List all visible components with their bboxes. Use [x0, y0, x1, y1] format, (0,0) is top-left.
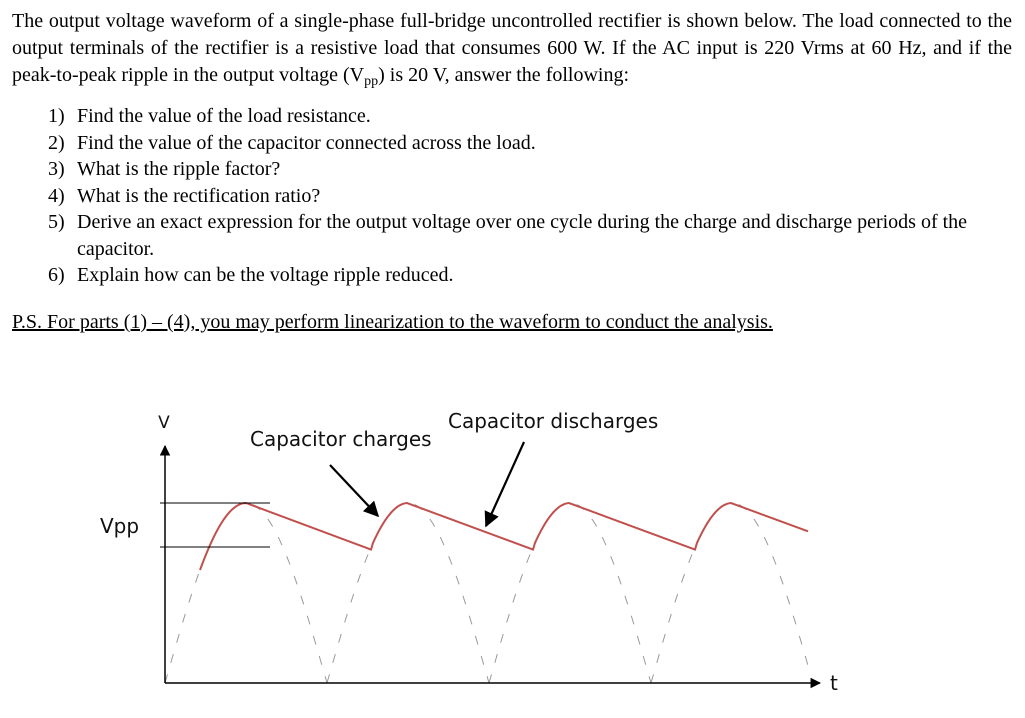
ps-note: P.S. For parts (1) – (4), you may perform linearization to the waveform to conduct the analysis.: [12, 311, 773, 333]
question-text: Find the value of the load resistance.: [77, 105, 371, 127]
question-number: 4): [48, 184, 65, 207]
discharge-arrow: [486, 442, 524, 526]
output-ripple-waveform: [200, 503, 808, 570]
problem-statement-text-end: ) is 20 V, answer the following:: [378, 64, 630, 86]
question-number: 3): [48, 158, 65, 180]
question-text: What is the rectification ratio?: [77, 184, 321, 207]
problem-statement-text: The output voltage waveform of a single-phase full-bridge uncontrolled rectifier is shown below. The load connected to the output terminals of the rectifier is a resistive load that consumes 600 W. If the AC input is 220 Vrms at 60 Hz, and if the peak-to-peak ripple in the output voltage (V: [12, 10, 1012, 86]
vpp-label: Vpp: [100, 514, 140, 538]
question-number: 2): [48, 131, 65, 154]
charge-arrow: [330, 465, 378, 516]
question-text: Find the value of the capacitor connected across the load.: [77, 131, 536, 154]
charge-label: Capacitor charges: [250, 427, 432, 451]
rectified-sine-hump: [651, 503, 809, 683]
question-number: 1): [48, 105, 65, 127]
question-number: 5): [48, 211, 65, 233]
rectified-sine-waveform: [165, 503, 809, 683]
y-axis-label: V: [158, 413, 170, 433]
discharge-label: Capacitor discharges: [448, 409, 659, 433]
x-axis-label: t: [830, 671, 838, 695]
vpp-subscript: pp: [364, 74, 379, 89]
rectified-sine-hump: [327, 503, 489, 683]
rectified-sine-hump: [489, 503, 651, 683]
question-text: What is the ripple factor?: [77, 158, 281, 180]
question-text: Explain how can be the voltage ripple reduced.: [77, 264, 454, 286]
question-text: Derive an exact expression for the output voltage over one cycle during the charge and discharge periods of the capacitor.: [77, 211, 968, 260]
rectified-sine-hump: [165, 503, 327, 683]
question-number: 6): [48, 264, 65, 286]
